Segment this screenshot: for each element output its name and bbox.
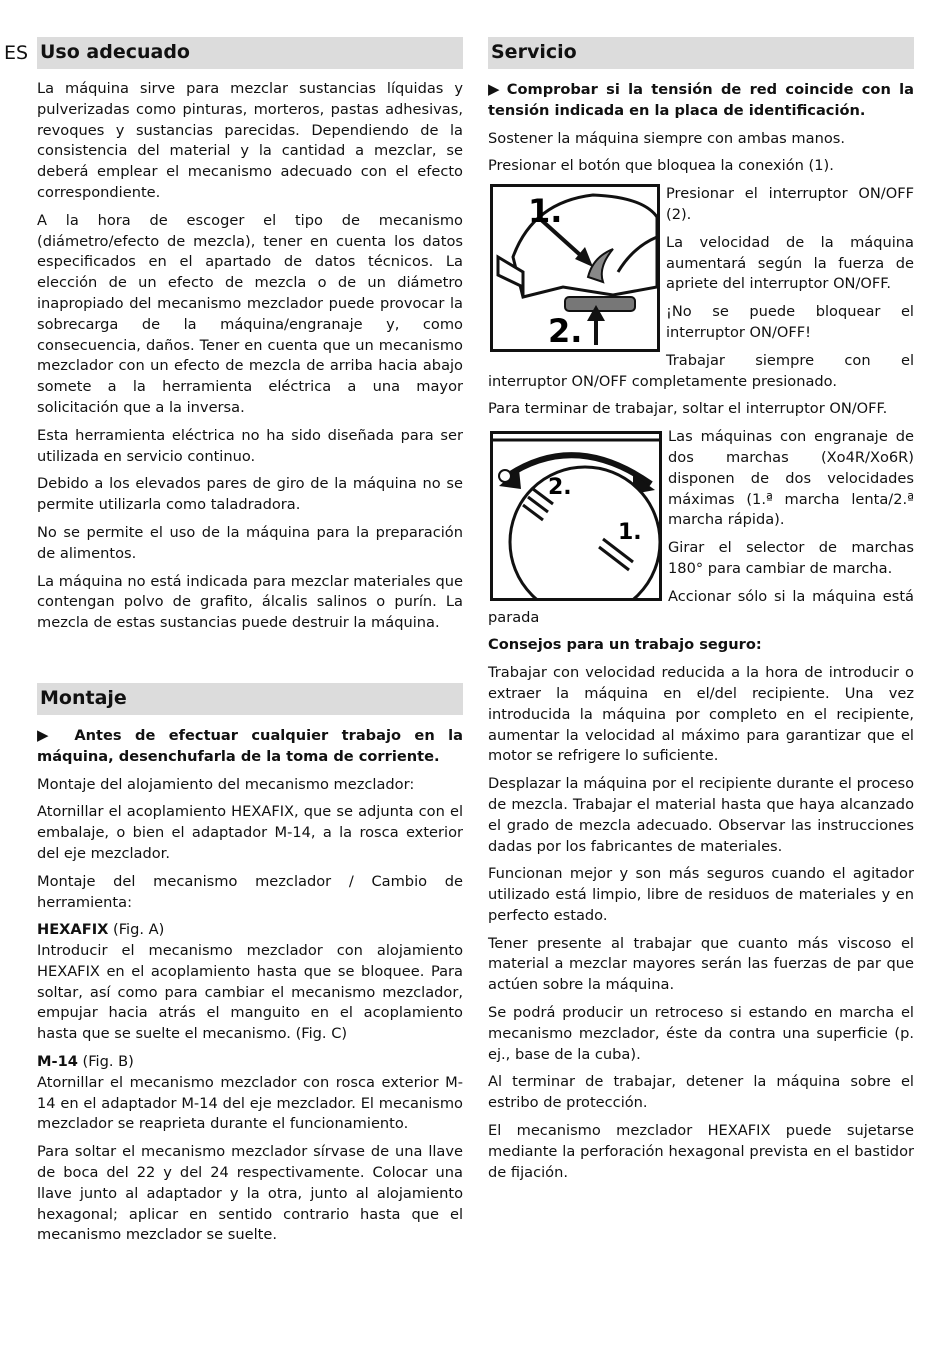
paragraph: Presionar el interruptor ON/OFF (2).	[666, 185, 914, 223]
left-column	[37, 37, 463, 1253]
paragraph: ¡No se puede bloquear el interruptor ON/OFF!	[666, 303, 914, 341]
paragraph: La velocidad de la máquina aumentará según la fuerza de apriete del interruptor ON/OFF.	[666, 233, 914, 293]
paragraph: Montaje del alojamiento del mecanismo mezclador:	[37, 775, 415, 793]
right-column	[488, 37, 914, 1190]
paragraph: Esta herramienta eléctrica no ha sido diseñada para ser utilizada en servicio continuo.	[37, 426, 463, 465]
paragraph: Se podrá producir un retroceso si estando en marcha el mecanismo mezclador, éste da contra una superficie (p. ej., base de la cuba).	[488, 1004, 914, 1063]
paragraph: Debido a los elevados pares de giro de la máquina no se permite utilizarla como taladradora.	[37, 475, 463, 514]
m14-paragraph: M-14 (Fig. B) Atornillar el mecanismo mezclador con rosca exterior M-14 en el adaptador M-14 del eje mezclador. El mecanismo mezclador se reaprieta durante el funcionamiento.	[37, 1053, 463, 1133]
hexafix-paragraph: HEXAFIX (Fig. A) Introducir el mecanismo mezclador con alojamiento HEXAFIX en el acoplamiento hasta que se bloquee. Para soltar, así como para cambiar el mecanismo mezclador, empujar hacia atrás el manguito en el acoplamiento hasta que se suelte el mecanismo. (Fig. C)	[37, 921, 463, 1043]
section-title-montaje: Montaje	[37, 683, 463, 715]
paragraph: La máquina sirve para mezclar sustancias líquidas y pulverizadas como pinturas, morteros, pastas adhesivas, revoques y sustancias parecidas. Dependiendo de la consistencia del material y la cantidad a mezclar, se deberá emplear el mecanismo adecuado con el efecto correspondiente.	[37, 80, 463, 201]
fig1-label-1: 1.	[528, 192, 563, 231]
paragraph: Desplazar la máquina por el recipiente durante el proceso de mezcla. Trabajar el material hasta que haya alcanzado el grado de mezcla adecuado. Observar las instrucciones dadas por los fabricantes de materiales.	[488, 775, 914, 855]
paragraph: Funcionan mejor y son más seguros cuando el agitador utilizado está limpio, libre de residuos de materiales y en perfecto estado.	[488, 865, 914, 924]
paragraph: Trabajar con velocidad reducida a la hora de introducir o extraer la máquina en el/del recipiente. Una vez introducida la máquina por completo en el recipiente, aumentar la velocidad al máximo para garantizar que el motor se refrigere lo suficiente.	[488, 664, 914, 765]
paragraph: La máquina no está indicada para mezclar materiales que contengan polvo de grafito, álcalis salinos o purín. La mezcla de estas sustancias puede destruir la máquina.	[37, 572, 463, 632]
paragraph: Accionar sólo si la máquina está parada	[488, 587, 914, 626]
paragraph: A la hora de escoger el tipo de mecanismo (diámetro/efecto de mezcla), tener en cuenta los datos especificados en el apartado de datos técnicos. La elección de un efecto de mezcla o de un diámetro inapropiado del mecanismo mezclador puede provocar la sobrecarga de la máquina/engranaje y, como consecuencia, daños. Tener en cuenta que un mecanismo mezclador con un efecto de mezcla de arriba hacia abajo somete a la herramienta eléctrica a una mayor solicitación que a la inversa.	[37, 211, 463, 416]
fig2-label-2: 2.	[548, 475, 572, 501]
paragraph: Tener presente al trabajar que cuanto más viscoso el material a mezclar mayores serán las fuerzas de par que actúen sobre la máquina.	[488, 934, 914, 994]
paragraph: El mecanismo mezclador HEXAFIX puede sujetarse mediante la perforación hexagonal prevista en el bastidor de fijación.	[488, 1122, 914, 1181]
paragraph: Atornillar el acoplamiento HEXAFIX, que se adjunta con el embalaje, o bien el adaptador M-14, a la rosca exterior del eje mezclador.	[37, 803, 463, 862]
paragraph: Al terminar de trabajar, detener la máquina sobre el estribo de protección.	[488, 1073, 914, 1112]
section-title-servicio: Servicio	[488, 37, 914, 69]
paragraph: Presionar el botón que bloquea la conexión (1).	[488, 157, 834, 175]
paragraph: Para terminar de trabajar, soltar el interruptor ON/OFF.	[488, 400, 888, 418]
gear-selector-figure	[490, 431, 662, 601]
section-title-uso: Uso adecuado	[37, 37, 463, 69]
paragraph: Montaje del mecanismo mezclador / Cambio de herramienta:	[37, 872, 463, 911]
language-tag: ES	[4, 42, 29, 64]
fig1-label-2: 2.	[548, 312, 583, 350]
paragraph: Las máquinas con engranaje de dos marchas (Xo4R/Xo6R) disponen de dos velocidades máximas (1.ª marcha lenta/2.ª marcha rápida).	[668, 428, 914, 529]
switch-figure	[490, 184, 660, 352]
warning-paragraph: ▶ Antes de efectuar cualquier trabajo en la máquina, desenchufarla de la toma de corriente.	[37, 725, 463, 765]
fig2-label-1: 1.	[618, 520, 642, 546]
paragraph: Girar el selector de marchas 180° para cambiar de marcha.	[668, 539, 914, 577]
paragraph: Sostener la máquina siempre con ambas manos.	[488, 129, 845, 147]
warning-paragraph: ▶ Comprobar si la tensión de red coincide con la tensión indicada en la placa de identificación.	[488, 80, 914, 119]
paragraph: Trabajar siempre con el interruptor ON/OFF completamente presionado.	[488, 351, 914, 390]
paragraph: No se permite el uso de la máquina para la preparación de alimentos.	[37, 523, 463, 562]
triangle-bullet-icon: ▶	[488, 80, 503, 98]
paragraph: Para soltar el mecanismo mezclador sírvase de una llave de boca del 22 y del 24 respectivamente. Colocar una llave junto al adaptador y la otra, junto al alojamiento hexagonal; aplicar en sentido contrario hasta que el mecanismo mezclador se suelte.	[37, 1143, 463, 1244]
tips-heading: Consejos para un trabajo seguro:	[488, 636, 762, 654]
triangle-bullet-icon: ▶	[37, 725, 57, 744]
